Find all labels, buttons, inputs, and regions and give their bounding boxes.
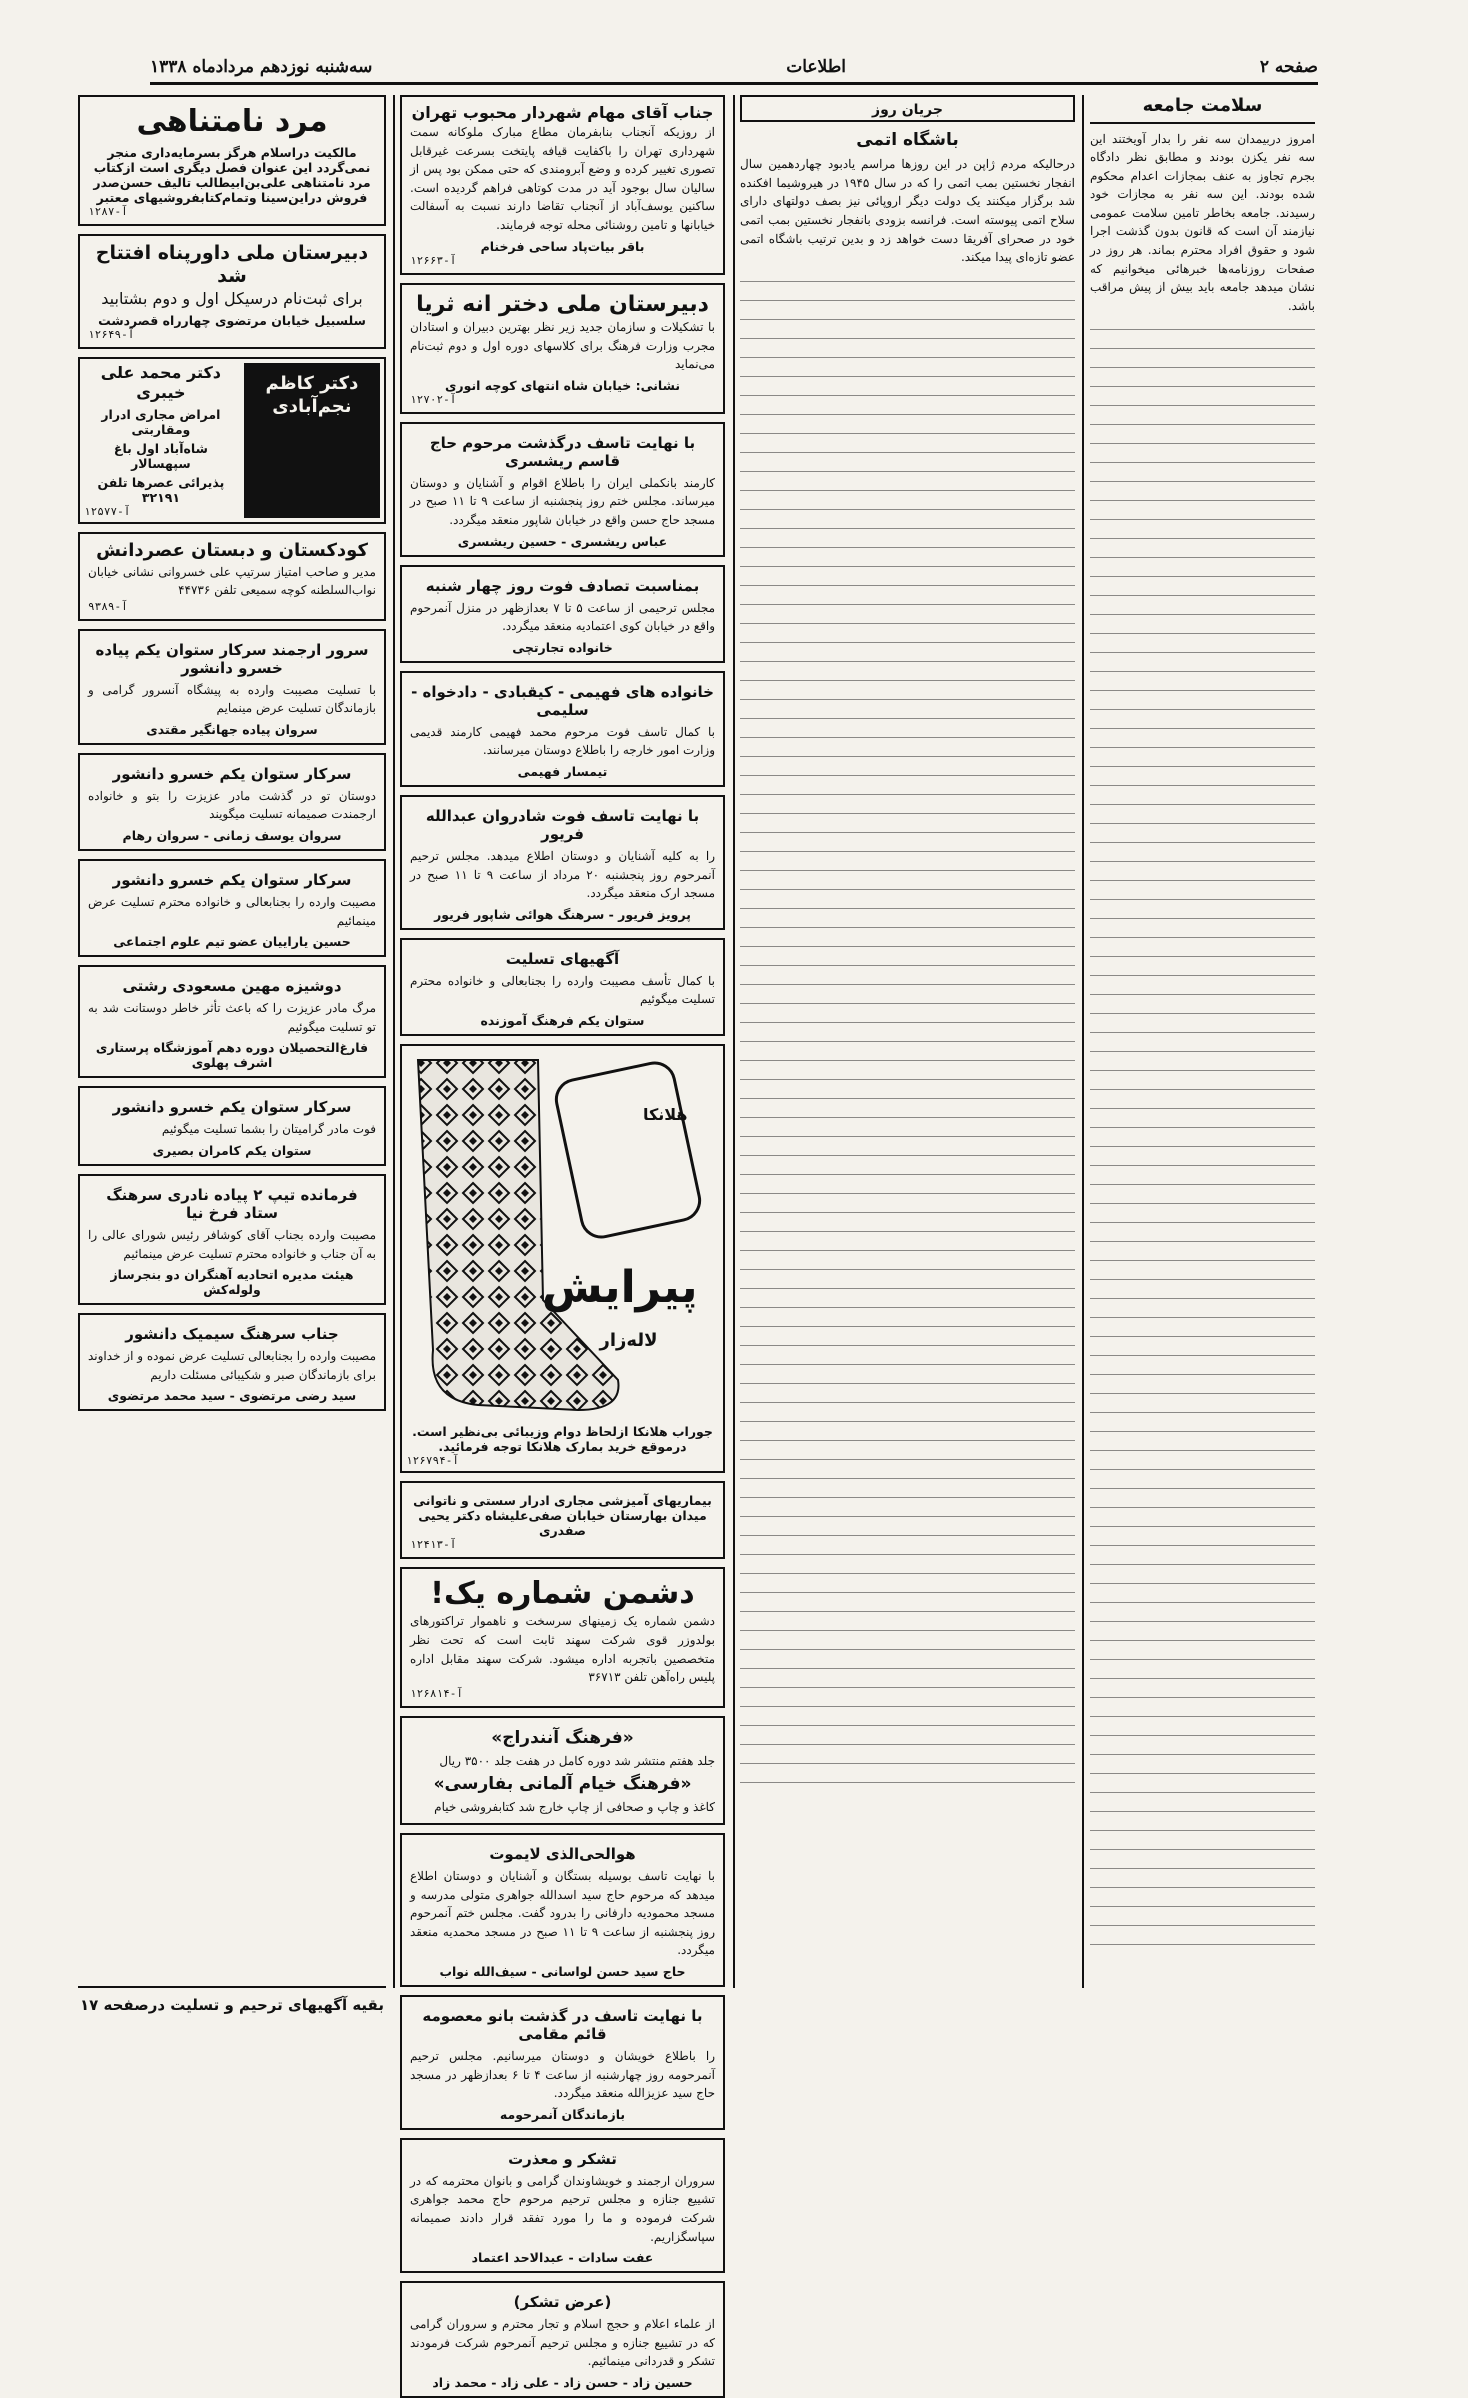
mard-body: مالکیت دراسلام هرگز بسرمایه‌داری منجر نمی‌گردد این عنوان فصل دیگری است ازکتاب مرد نامتناهی علی‌بن‌ابیطالب تالیف حسن‌صدر فروش دراین‌سینا وتمام‌کتابفروشیهای معتبر xyxy=(93,144,371,205)
condolence-body: را باطلاع خویشان و دوستان میرسانیم. مجلس ترحیم آنمرحومه روز چهارشنبه از ساعت ۴ تا ۶ بعدازظهر در مسجد حاج سید عزیزالله منعقد میگردد. xyxy=(410,2049,716,2101)
center-notice-item xyxy=(400,565,725,663)
helanca-caption: جوراب هلانکا ازلحاظ دوام وزیبائی بی‌نظیر است. درموقع خرید بمارک هلانکا توجه فرمائید. xyxy=(412,1423,713,1454)
page-number: صفحه ۲ xyxy=(1259,57,1318,77)
center-extra xyxy=(400,95,725,1036)
condolence-list xyxy=(400,1833,725,2398)
mayor-ref: آ-۱۲۶۶۳ xyxy=(410,253,457,267)
enemy-ad xyxy=(400,1567,725,1708)
notice-item xyxy=(78,629,386,745)
notice-signature: سید رضی مرتضوی - سید محمد مرتضوی xyxy=(107,1388,357,1404)
thorayya-ref: آ-۱۲۷۰۲ xyxy=(410,392,457,406)
center-notice-title: با نهایت تاسف فوت شادروان عبدالله فریور xyxy=(425,807,700,843)
helanca-sock-image xyxy=(408,1050,718,1420)
center-notice-body: را به کلیه آشنایان و دوستان اطلاع میدهد. مجلس ترحیم آنمرحوم روز پنجشنبه ۲۰ مرداد از ساعت ۹ تا ۱۱ صبح در مسجد ارک منعقد میگردد. xyxy=(410,849,715,901)
column-rule xyxy=(393,95,395,1988)
condolence-item xyxy=(400,2138,725,2273)
condolence-item xyxy=(400,1995,725,2130)
mard-ref: آ-۱۲۸۷ xyxy=(88,204,128,218)
doctor-right-address: شاه‌آباد اول باغ سپهسالار xyxy=(113,441,208,471)
thorayya-title: دبیرستان ملی دختر انه ثریا xyxy=(416,291,709,317)
notice-signature: هیئت مدیره اتحادیه آهنگران دو بنجرساز ولوله‌کش xyxy=(110,1267,354,1298)
mayor-body: از روزیکه آنجناب بنابفرمان مطاع مبارک ملوکانه سمت شهرداری تهران را باکفایت قیافه پایتخت بسرعت غیرقابل تصوری تغییر کرده و وضع آبرومندی که حتی ممکن بود پس از سالیان سال بوجود آید در مدت کوتاهی فراهم گردیده است. ساکنین یوسف‌آباد از آنجناب تقاضا دارند نسبت به آسفالت خیابانها و تامین روشنائی محله توجه فرمایند. xyxy=(410,125,715,232)
center-notice-body: با کمال تأسف مصیبت وارده را بجنابعالی و خانواده محترم تسلیت میگوئیم xyxy=(410,973,715,1007)
center-notice-item xyxy=(400,795,725,930)
notice-body: فوت مادر گرامیتان را بشما تسلیت میگوئیم xyxy=(161,1122,376,1137)
center-notice-item xyxy=(400,671,725,787)
enemy-ref: آ-۱۲۶۸۱۴ xyxy=(410,1686,463,1700)
doctor-left-block xyxy=(244,363,380,518)
notice-item xyxy=(78,1313,386,1411)
notice-body: مرگ مادر عزیزت را که باعث تأثر خاطر دوستانت شد به تو تسلیت میگوئیم xyxy=(88,1001,376,1034)
notice-title: دوشیزه مهین مسعودی رشتی xyxy=(122,977,342,996)
editorial-title: سلامت جامعه xyxy=(1090,95,1315,124)
helanca-ref: آ-۱۲۶۷۹۴ xyxy=(406,1453,459,1467)
atom-club-title: باشگاه اتمی xyxy=(856,130,959,150)
davarpanah-ad xyxy=(78,234,386,350)
kindergarten-body: مدیر و صاحب امتیاز سرتیپ علی خسروانی نشانی خیابان نواب‌السلطنه کوچه سمیعی تلفن ۴۴۷۳۶ xyxy=(88,564,376,598)
notice-list xyxy=(78,629,386,1412)
center-notice-signature: خانواده تجارتچی xyxy=(512,639,613,655)
dictionary-ad xyxy=(400,1716,725,1825)
notice-signature: ستوان یکم کامران بصیری xyxy=(152,1143,312,1159)
center-notice-body: با کمال تاسف فوت مرحوم محمد فهیمی کارمند قدیمی وزارت امور خارجه را باطلاع دوستان میرسانند. xyxy=(410,724,715,758)
thorayya-address: نشانی: خیابان شاه انتهای کوچه انوری xyxy=(444,377,681,393)
doctors-ref: آ-۱۲۵۷۷ xyxy=(84,505,131,518)
kindergarten-ref: آ-۹۳۸۹ xyxy=(88,599,128,613)
center-notice-signature: تیمسار فهیمی xyxy=(517,764,608,779)
condolence-signature: حاج سید حسن لواسانی - سیف‌الله نواب xyxy=(439,1964,686,1979)
column-rule xyxy=(1082,95,1084,1988)
dictionary-body-2: کاغذ و چاپ و صحافی از چاپ خارج شد کتابفروشی خیام xyxy=(434,1800,715,1815)
center-notice-item xyxy=(400,422,725,557)
notice-body: مصیبت وارده بجناب آقای کوشافر رئیس شورای عالی را به آن جناب و خانواده محترم تسلیت عرض مینمائیم xyxy=(88,1228,376,1261)
notice-item xyxy=(78,753,386,851)
condolence-title: تشکر و معذرت xyxy=(508,2149,617,2168)
helanca-ad xyxy=(400,1044,725,1473)
notice-item xyxy=(78,1174,386,1305)
condolence-title: با نهایت تاسف در گذشت بانو معصومه قائم مقامی xyxy=(422,2007,703,2043)
helanca-product: پیرایش xyxy=(541,1261,698,1313)
column-news xyxy=(740,95,1075,1988)
davarpanah-title: دبیرستان ملی داورپناه افتتاح شد xyxy=(95,241,369,288)
davarpanah-address: سلسبیل خیابان مرتضوی چهارراه قصردشت xyxy=(98,313,366,328)
clinic-text: بیماریهای آمیزشی مجاری ادرار سستی و ناتوانی میدان بهارستان خیابان صفی‌علیشاه دکتر یحیی صفدری xyxy=(413,1492,712,1538)
doctor-right-hours: پذیرائی عصرها تلفن ۳۲۱۹۱ xyxy=(97,475,225,505)
mayor-title: جناب آقای مهام شهردار محبوب تهران xyxy=(411,103,714,122)
thorayya-body: با تشکیلات و سازمان جدید زیر نظر بهترین دبیران و استادان مجرب وزارت فرهنگ برای کلاسهای دوره اول و دوم ثبت‌نام می‌نماید xyxy=(410,320,715,372)
notice-body: مصیبت وارده را بجنابعالی تسلیت عرض نموده و از خداوند برای بازماندگان صبر و شکیبائی مسئلت داریم xyxy=(88,1349,376,1382)
clinic-ref: آ-۱۲۴۱۳ xyxy=(410,1537,457,1551)
center-notice-title: بمناسبت تصادف فوت روز چهار شنبه xyxy=(425,576,700,595)
notice-body: با تسلیت مصیبت وارده به پیشگاه آنسرور گرامی و بازماندگان تسلیت عرض مینمایم xyxy=(88,682,376,716)
margin-gutter xyxy=(10,95,70,1988)
condolence-item xyxy=(400,1833,725,1987)
column-rule xyxy=(733,95,735,1988)
column-left xyxy=(78,95,386,1988)
condolence-title: هوالحی‌الذی لایموت xyxy=(489,1845,636,1864)
condolence-body: از علماء اعلام و حجج اسلام و تجار محترم و سروران گرامی که در تشییع جنازه و مجلس ترحیم آنمرحوم شرکت فرمودند تشکر و قدردانی مینمائیم. xyxy=(410,2317,715,2369)
doctor-right-name: دکتر محمد علی خیبری xyxy=(100,363,221,402)
center-notice-signature: عباس ریشسری - حسین ریشسری xyxy=(457,533,668,549)
page-header xyxy=(150,52,1318,85)
notice-title: سرکار ستوان یکم خسرو دانشور xyxy=(112,871,352,890)
notice-signature: حسین یاراییان عضو تیم علوم اجتماعی xyxy=(113,934,351,950)
page-footer xyxy=(78,1986,386,2018)
issue-date: سه‌شنبه نوزدهم مردادماه ۱۳۳۸ xyxy=(150,57,373,77)
atom-club-continued xyxy=(740,273,1075,1793)
dictionary-title-2: «فرهنگ خیام آلمانی بفارسی» xyxy=(433,1774,692,1795)
kindergarten-ad xyxy=(78,532,386,621)
notice-item xyxy=(78,859,386,957)
condolence-body: سروران ارجمند و خویشاوندان گرامی و بانوان محترمه که در تشییع جنازه و مجلس ترحیم مرحوم حاج محمد جواهری شرکت فرموده و ما را مورد تفقد قرار دادند صمیمانه سپاسگزاریم. xyxy=(410,2173,715,2244)
notice-title: سرکار ستوان یکم خسرو دانشور xyxy=(112,1098,352,1117)
editorial-body: امروز دربیمدان سه نفر را بدار آویختند این سه نفر یکزن بودند و مطابق نظر دادگاه بجرم تجاوز به عنف بمجازات اعدام محکوم شده بودند. این سه نفر به مجازات خود رسیدند. جامعه بخاطر تامین سلامت عمومی نیازمند آن است که قانون بدون گذشت اجرا شود و حقوق افراد محترم بماند. هر روز در صفحات روزنامه‌ها خبرهائی میخوانیم که نشان میدهد جامعه باید بیش از پیش مراقب باشد. xyxy=(1090,131,1315,313)
helanca-store: لاله‌زار xyxy=(599,1329,658,1351)
condolence-signature: بازماندگان آنمرحومه xyxy=(499,2106,626,2122)
footer-continuation: بقیه آگهیهای ترحیم و تسلیت درصفحه ۱۷ xyxy=(79,1996,384,2014)
center-notice-signature: پرویز فریور - سرهنگ هوائی شاپور فریور xyxy=(434,906,691,922)
notice-item xyxy=(78,965,386,1078)
condolence-signature: حسین زاد - حسن زاد - علی زاد - محمد زاد xyxy=(432,2374,693,2390)
dictionary-body-1: جلد هفتم منتشر شد دوره کامل در هفت جلد ۳۵۰۰ ریال xyxy=(439,1753,715,1768)
davarpanah-body: برای ثبت‌نام درسیکل اول و دوم بشتابید xyxy=(101,289,363,308)
enemy-body: دشمن شماره یک زمینهای سرسخت و ناهموار تراکتورهای بولدوزر قوی شرکت سهند ثابت است که تحت نظر متخصصین باتجربه اداره میشود. شرکت سهند مقابل اداره پلیس راه‌آهن تلفن ۳۶۷۱۳ xyxy=(410,1614,715,1685)
doctor-right-specialty: امراض مجاری ادرار ومقاربتی xyxy=(101,407,221,437)
condolence-body: با نهایت تاسف بوسیله بستگان و آشنایان و دوستان اطلاع میدهد که مرحوم حاج سید اسدالله جواهری متولی مدرسه و مسجد محمودیه دارفانی را بدرود گفت. مجلس ختم آنمرحوم روز پنجشنبه از ساعت ۹ تا ۱۱ صبح در مسجد محمدیه منعقد میگردد. xyxy=(410,1869,716,1958)
enemy-title: دشمن شماره یک! xyxy=(430,1575,695,1611)
clinic-ad xyxy=(400,1481,725,1559)
davarpanah-ref: آ-۱۲۶۴۹ xyxy=(88,328,135,341)
notice-signature: سروان یوسف زمانی - سروان رهام xyxy=(122,828,342,844)
mard-title: مرد نامتناهی xyxy=(136,104,328,139)
daily-label: جریان روز xyxy=(872,102,943,118)
condolence-item xyxy=(400,2281,725,2398)
notice-body: دوستان تو در گذشت مادر عزیزت را بتو و خانواده ارجمندت صمیمانه تسلیت میگویند xyxy=(88,788,376,822)
doctor-right-block xyxy=(84,363,238,518)
notice-item xyxy=(78,1086,386,1166)
notice-body: مصیبت وارده را بجنابعالی و خانواده محترم تسلیت عرض مینمائیم xyxy=(88,895,376,928)
notice-signature: سروان پیاده جهانگیر مقتدی xyxy=(146,721,318,737)
atom-club-body: درحالیکه مردم ژاپن در این روزها مراسم یادبود چهاردهمین سال انفجار نخستین بمب اتمی را که در سال ۱۹۴۵ در هیروشیما افکنده شد برگزار میکنند یک دولت دیگر اروپائی نیز بصف دولتهای دارای سلاح اتمی پیوسته است. فرانسه بزودی بانفجار نخستین بمب اتمی خود در صحرای آفریقا دست خواهد زد و بدین ترتیب باشگاه اتمی عضو تازه‌ای پیدا میکند. xyxy=(740,157,1075,265)
condolence-title: (عرض تشکر) xyxy=(513,2293,612,2312)
notice-title: سرور ارجمند سرکار ستوان یکم پیاده خسرو دانشور xyxy=(95,640,369,677)
notice-title: فرمانده تیپ ۲ پیاده نادری سرهنگ ستاد فرخ نیا xyxy=(106,1186,358,1223)
kindergarten-title: کودکستان و دبستان عصردانش xyxy=(96,540,368,561)
column-center xyxy=(400,95,725,2390)
notice-title: جناب سرهنگ سیمیک دانشور xyxy=(125,1325,339,1344)
doctors-ad xyxy=(78,357,386,524)
mayor-letter xyxy=(400,95,725,275)
center-notice-title: با نهایت تاسف درگذشت مرحوم حاج قاسم ریشسری xyxy=(429,433,696,470)
condolence-signature: عفت سادات - عبدالاحد اعتماد xyxy=(471,2250,654,2266)
dictionary-title-1: «فرهنگ آنندراج» xyxy=(491,1727,634,1748)
thorayya-ad xyxy=(400,283,725,414)
center-notice-title: آگهیهای تسلیت xyxy=(505,949,620,968)
doctor-left-name: دکتر کاظم نجم‌آبادی xyxy=(265,373,359,417)
mard-ad xyxy=(78,95,386,226)
mayor-signature: باقر بیات‌پاد ساحی فرخنام xyxy=(480,238,645,254)
paper-name: اطلاعات xyxy=(786,57,846,77)
editorial-continued xyxy=(1090,321,1315,1961)
column-editorial xyxy=(1090,95,1315,1988)
center-notice-body: کارمند بانکملی ایران را باطلاع اقوام و آشنایان و دوستان میرساند. مجلس ختم روز پنجشنبه از ساعت ۹ تا ۱۱ صبح در مسجد حاج حسن واقع در خیابان شاپور منعقد میگردد. xyxy=(410,475,716,528)
center-notice-title: خانواده های فهیمی - کیقبادی - دادخواه - سلیمی xyxy=(411,682,714,719)
center-notice-item xyxy=(400,938,725,1036)
center-notice-body: مجلس ترحیمی از ساعت ۵ تا ۷ بعدازظهر در منزل آنمرحوم واقع در خیابان کوی اعتمادیه منعقد میگردد. xyxy=(410,600,716,634)
helanca-brand: هلانکا xyxy=(642,1104,688,1124)
notice-title: سرکار ستوان یکم خسرو دانشور xyxy=(112,764,352,783)
notice-signature: فارغ‌التحصیلان دوره دهم آموزشگاه پرستاری اشرف پهلوی xyxy=(95,1040,369,1071)
center-notice-signature: ستوان یکم فرهنگ آموزنده xyxy=(480,1012,645,1028)
daily-label-box xyxy=(740,95,1075,122)
